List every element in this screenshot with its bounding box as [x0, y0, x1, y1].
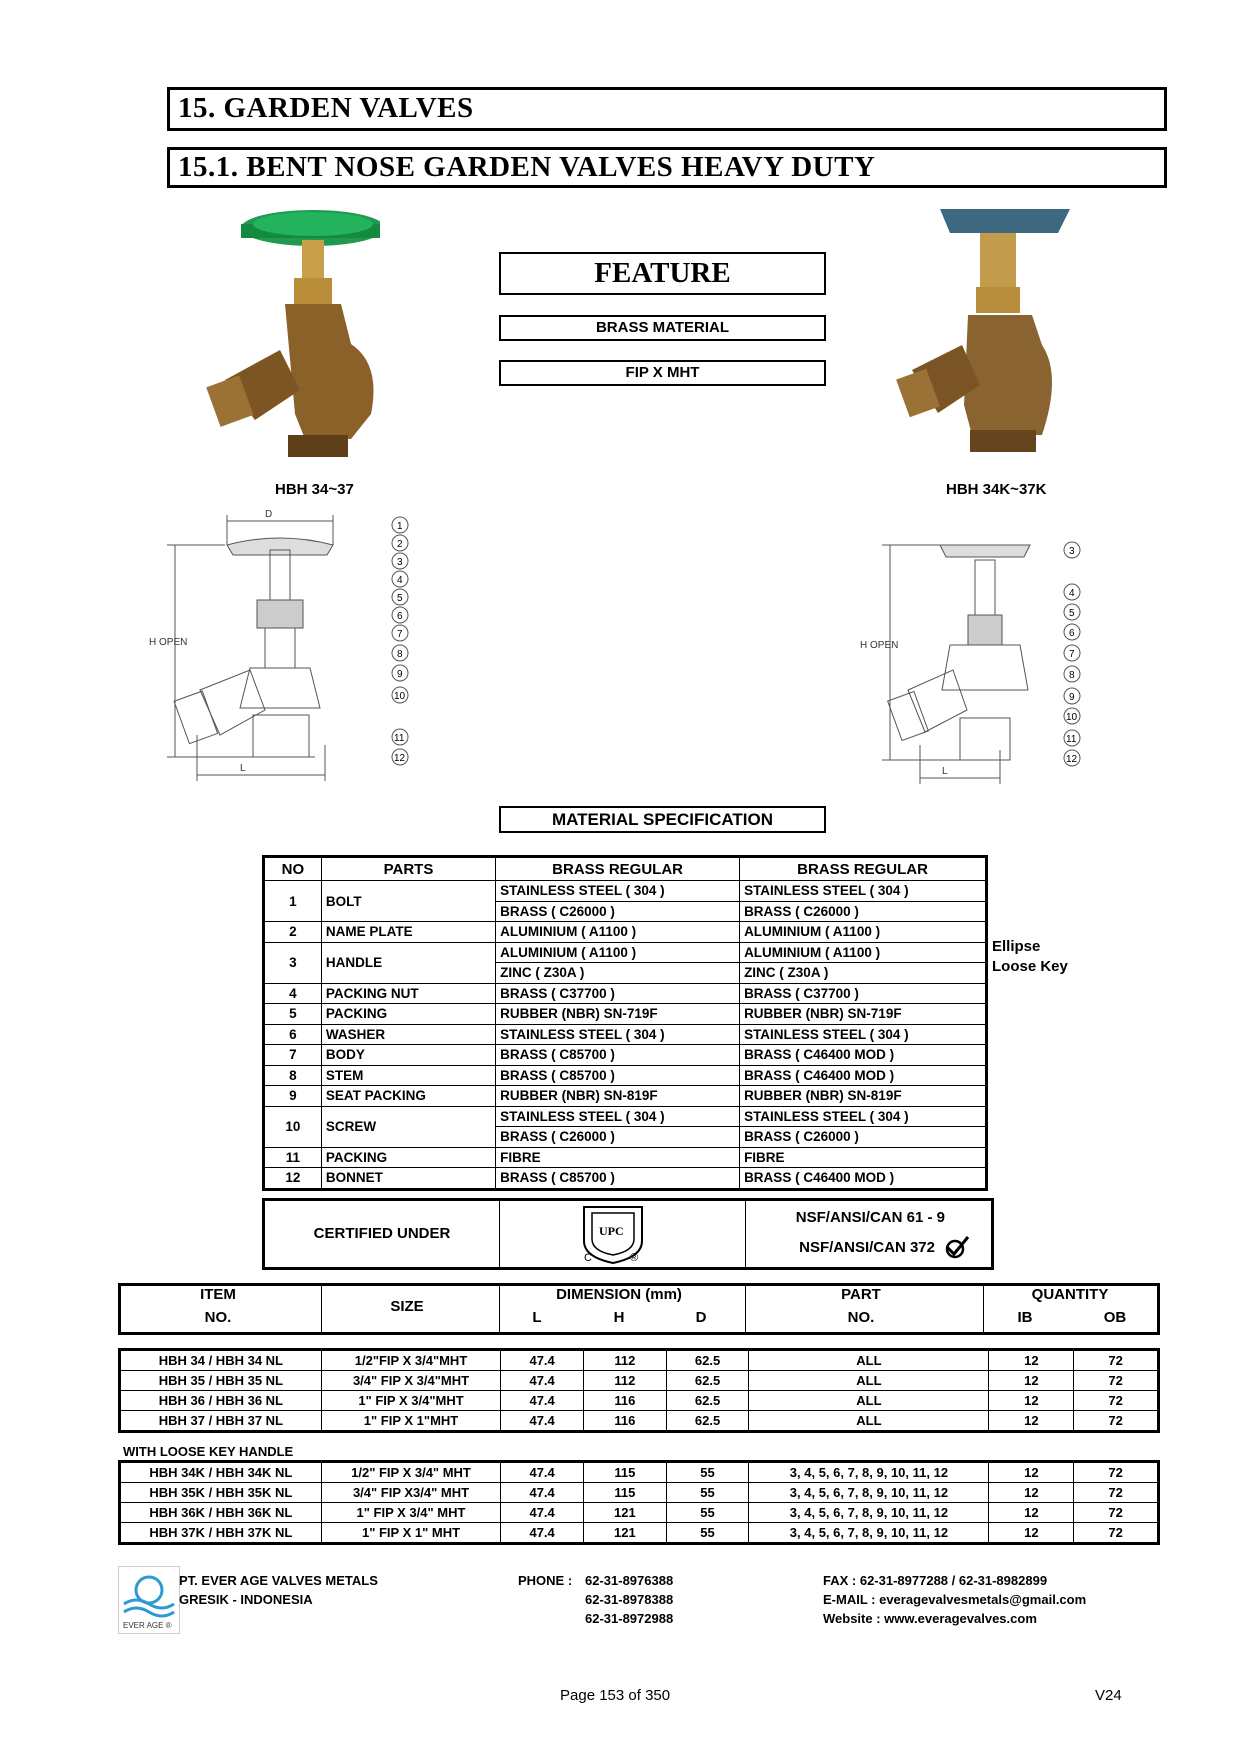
svg-text:4: 4: [397, 575, 403, 586]
header-h: H: [613, 1309, 625, 1326]
dim-l-label: L: [240, 763, 246, 774]
svg-text:12: 12: [1066, 754, 1078, 765]
ever-age-logo: [118, 1566, 180, 1634]
dim-h-label: H OPEN: [149, 637, 188, 648]
table-row: HBH 34 / HBH 34 NL 1/2"FIP X 3/4"MHT 47.4 112 62.5 ALL 12 72: [120, 1350, 1159, 1371]
company-name: PT. EVER AGE VALVES METALS: [179, 1573, 378, 1588]
table-row: 11 PACKING FIBRE FIBRE: [264, 1147, 987, 1168]
checkmark-icon: [941, 1235, 971, 1261]
header-ob: OB: [1103, 1309, 1127, 1326]
header-d: D: [695, 1309, 707, 1326]
header-part: PART: [841, 1286, 881, 1303]
svg-text:2: 2: [397, 539, 403, 550]
subsection-title: 15.1. BENT NOSE GARDEN VALVES HEAVY DUTY: [167, 147, 1167, 188]
table-header-row: [264, 857, 987, 881]
table-row: 3 HANDLE ALUMINIUM ( A1100 ) ALUMINIUM ( A1100 ): [264, 942, 987, 963]
left-product-caption: HBH 34~37: [275, 481, 354, 498]
svg-text:5: 5: [397, 593, 403, 604]
dimension-table: [118, 1348, 1160, 1433]
svg-text:C: C: [584, 1252, 592, 1264]
section-title: 15. GARDEN VALVES: [167, 87, 1167, 131]
table-row: 4 PACKING NUT BRASS ( C37700 ) BRASS ( C37700 ): [264, 983, 987, 1004]
feature-item-material: BRASS MATERIAL: [499, 315, 826, 341]
table-row: HBH 36 / HBH 36 NL 1" FIP X 3/4"MHT 47.4 116 62.5 ALL 12 72: [120, 1391, 1159, 1411]
header-quantity: QUANTITY: [1031, 1286, 1109, 1303]
svg-text:8: 8: [397, 649, 403, 660]
nsf-standard-372: NSF/ANSI/CAN 372: [799, 1239, 935, 1256]
technical-drawing-left: [145, 505, 425, 790]
right-product-caption: HBH 34K~37K: [946, 481, 1047, 498]
phone-label: PHONE :: [518, 1573, 573, 1588]
nsf-standard-61: NSF/ANSI/CAN 61 - 9: [795, 1209, 945, 1226]
header-dimension: DIMENSION (mm): [556, 1286, 682, 1303]
material-spec-title: MATERIAL SPECIFICATION: [499, 806, 826, 833]
header-item: ITEM: [200, 1286, 236, 1303]
dim-d-label: D: [265, 509, 273, 520]
phone-3: 62-31-8972988: [585, 1611, 674, 1626]
table-row: 1 BOLT STAINLESS STEEL ( 304 ) STAINLESS STEEL ( 304 ): [264, 881, 987, 902]
phone-1: 62-31-8976388: [585, 1573, 674, 1588]
table-row: 7 BODY BRASS ( C85700 ) BRASS ( C46400 MOD ): [264, 1045, 987, 1066]
table-row: HBH 35 / HBH 35 NL 3/4" FIP X 3/4"MHT 47.4 112 62.5 ALL 12 72: [120, 1371, 1159, 1391]
side-note-ellipse: Ellipse: [992, 938, 1041, 955]
email: E-MAIL : everagevalvesmetals@gmail.com: [823, 1592, 1087, 1607]
table-row: 9 SEAT PACKING RUBBER (NBR) SN-819F RUBBER (NBR) SN-819F: [264, 1086, 987, 1107]
upc-certification-logo: [580, 1203, 646, 1265]
svg-text:8: 8: [1069, 670, 1075, 681]
svg-text:3: 3: [397, 557, 403, 568]
header-brass-regular-1: BRASS REGULAR: [496, 857, 740, 881]
svg-text:®: ®: [630, 1252, 639, 1264]
fax: FAX : 62-31-8977288 / 62-31-8982899: [823, 1573, 1048, 1588]
svg-text:6: 6: [397, 611, 403, 622]
table-row: ZINC ( Z30A ) ZINC ( Z30A ): [264, 963, 987, 984]
table-row: HBH 37K / HBH 37K NL 1" FIP X 1" MHT 47.4 121 55 3, 4, 5, 6, 7, 8, 9, 10, 11, 12 12 72: [120, 1523, 1159, 1544]
svg-text:EVER AGE ®: EVER AGE ®: [123, 1621, 172, 1630]
page-number: Page 153 of 350: [560, 1687, 671, 1704]
header-no: NO: [264, 857, 322, 881]
table-row: HBH 36K / HBH 36K NL 1" FIP X 3/4" MHT 47.4 121 55 3, 4, 5, 6, 7, 8, 9, 10, 11, 12 12 72: [120, 1503, 1159, 1523]
loose-key-label: WITH LOOSE KEY HANDLE: [123, 1444, 294, 1459]
side-note-loose-key: Loose Key: [992, 958, 1068, 975]
table-row: 5 PACKING RUBBER (NBR) SN-719F RUBBER (NBR) SN-719F: [264, 1004, 987, 1025]
valve-photo-green-handle: [200, 200, 380, 465]
header-size: SIZE: [390, 1298, 424, 1315]
svg-text:9: 9: [1069, 692, 1075, 703]
valve-photo-loose-key: [890, 205, 1070, 465]
loose-key-table: [118, 1460, 1160, 1545]
table-row: 8 STEM BRASS ( C85700 ) BRASS ( C46400 MOD ): [264, 1065, 987, 1086]
svg-text:3: 3: [1069, 546, 1075, 557]
table-row: HBH 35K / HBH 35K NL 3/4" FIP X3/4" MHT 47.4 115 55 3, 4, 5, 6, 7, 8, 9, 10, 11, 12 12 72: [120, 1483, 1159, 1503]
svg-text:10: 10: [394, 691, 406, 702]
svg-text:11: 11: [394, 733, 405, 744]
header-part-no: NO.: [847, 1309, 875, 1326]
header-ib: IB: [1017, 1309, 1033, 1326]
technical-drawing-right: [860, 520, 1100, 790]
table-row: HBH 34K / HBH 34K NL 1/2" FIP X 3/4" MHT 47.4 115 55 3, 4, 5, 6, 7, 8, 9, 10, 11, 12 12 72: [120, 1462, 1159, 1483]
svg-text:7: 7: [1069, 649, 1075, 660]
header-item-no: NO.: [204, 1309, 232, 1326]
certification-box: [262, 1198, 994, 1270]
certified-under-label: CERTIFIED UNDER: [313, 1225, 451, 1242]
header-parts: PARTS: [321, 857, 495, 881]
table-row: HBH 37 / HBH 37 NL 1" FIP X 1"MHT 47.4 116 62.5 ALL 12 72: [120, 1411, 1159, 1432]
company-location: GRESIK - INDONESIA: [179, 1592, 313, 1607]
svg-text:1: 1: [397, 521, 403, 532]
svg-text:11: 11: [1066, 734, 1077, 745]
svg-text:6: 6: [1069, 628, 1075, 639]
svg-text:10: 10: [1066, 712, 1078, 723]
website: Website : www.everagevalves.com: [823, 1611, 1037, 1626]
svg-text:9: 9: [397, 669, 403, 680]
table-row: BRASS ( C26000 ) BRASS ( C26000 ): [264, 1127, 987, 1148]
version: V24: [1095, 1687, 1122, 1704]
svg-text:UPC: UPC: [599, 1224, 624, 1238]
header-l: L: [532, 1309, 542, 1326]
svg-text:5: 5: [1069, 608, 1075, 619]
table-row: 2 NAME PLATE ALUMINIUM ( A1100 ) ALUMINIUM ( A1100 ): [264, 922, 987, 943]
table-row: 10 SCREW STAINLESS STEEL ( 304 ) STAINLESS STEEL ( 304 ): [264, 1106, 987, 1127]
feature-item-connection: FIP X MHT: [499, 360, 826, 386]
table-row: 12 BONNET BRASS ( C85700 ) BRASS ( C46400 MOD ): [264, 1168, 987, 1190]
svg-text:7: 7: [397, 629, 403, 640]
phone-2: 62-31-8978388: [585, 1592, 674, 1607]
svg-text:4: 4: [1069, 588, 1075, 599]
dim-h-label-right: H OPEN: [860, 640, 899, 651]
svg-text:12: 12: [394, 753, 406, 764]
header-brass-regular-2: BRASS REGULAR: [740, 857, 987, 881]
table-row: BRASS ( C26000 ) BRASS ( C26000 ): [264, 901, 987, 922]
dim-l-label-right: L: [942, 766, 948, 777]
feature-title: FEATURE: [499, 252, 826, 295]
material-spec-table: [262, 855, 988, 1191]
table-row: 6 WASHER STAINLESS STEEL ( 304 ) STAINLESS STEEL ( 304 ): [264, 1024, 987, 1045]
